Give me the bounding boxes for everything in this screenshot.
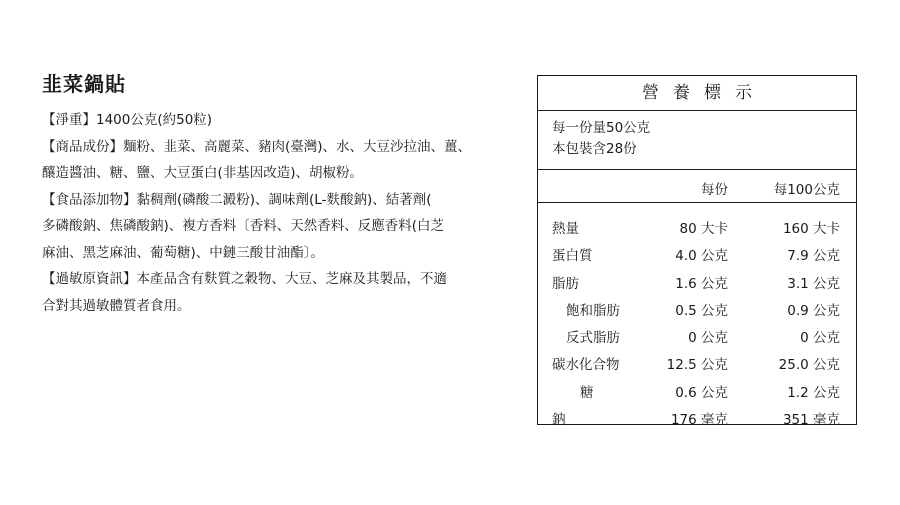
- serving-info: [538, 111, 856, 170]
- additives-line-3: 麻油、黑芝麻油、葡萄糖)、中鏈三酸甘油酯〕。: [42, 244, 325, 261]
- serving-size: 每一份量50公克: [552, 120, 651, 136]
- nutrient-per-100g: 351 毫克: [782, 412, 840, 429]
- allergen-line-2: 合對其過敏體質者食用。: [42, 297, 191, 314]
- nutrient-name: 鈉: [552, 412, 566, 429]
- nutrition-row-carbohydrate: [538, 350, 856, 377]
- nutrition-rows: [538, 203, 856, 432]
- product-info: [42, 68, 512, 319]
- allergen-line-1: 【過敏原資訊】本產品含有麩質之穀物、大豆、芝麻及其製品，不適: [42, 271, 447, 287]
- nutrient-name: 熱量: [552, 221, 579, 237]
- nutrition-row-protein: [538, 241, 856, 268]
- nutrition-row-sodium: [538, 405, 856, 432]
- nutrient-name: 蛋白質: [552, 248, 593, 265]
- nutrient-per-serving: 12.5 公克: [666, 357, 728, 374]
- nutrient-per-100g: 25.0 公克: [778, 357, 840, 374]
- nutrient-per-100g: 160 大卡: [782, 221, 840, 237]
- nutrient-per-serving: 176 毫克: [670, 412, 728, 429]
- nutrient-name: 糖: [580, 384, 594, 401]
- net-weight-line: 【淨重】1400公克(約50粒): [42, 112, 213, 128]
- nutrition-row-saturated-fat: [538, 296, 856, 323]
- nutrition-row-trans-fat: [538, 323, 856, 350]
- nutrient-name: 脂肪: [552, 275, 579, 292]
- nutrition-header-row: [538, 170, 856, 203]
- additives-line-1: 【食品添加物】黏稠劑(磷酸二澱粉)、調味劑(L-麩酸鈉)、結著劑(: [42, 191, 432, 208]
- nutrition-label: [537, 75, 857, 429]
- nutrient-per-serving: 4.0 公克: [675, 248, 728, 265]
- nutrient-per-serving: 0.5 公克: [675, 302, 728, 319]
- nutrition-row-energy: [538, 214, 856, 241]
- nutrient-name: 飽和脂肪: [566, 302, 620, 319]
- col-per-serving-header: 每份: [701, 182, 728, 198]
- nutrition-row-fat: [538, 269, 856, 296]
- nutrient-name: 反式脂肪: [566, 330, 620, 347]
- nutrient-per-100g: 7.9 公克: [787, 248, 840, 265]
- nutrient-per-100g: 0.9 公克: [787, 302, 840, 319]
- servings-per-pack: 本包裝含28份: [552, 141, 637, 157]
- nutrient-per-serving: 1.6 公克: [675, 275, 728, 292]
- additives-line-2: 多磷酸鈉、焦磷酸鈉)、複方香料〔香料、天然香料、反應香料(白芝: [42, 218, 445, 234]
- nutrient-per-serving: 0.6 公克: [675, 384, 728, 401]
- nutrient-per-100g: 3.1 公克: [787, 275, 840, 292]
- ingredients-line-1: 【商品成份】麵粉、韭菜、高麗菜、豬肉(臺灣)、水、大豆沙拉油、薑、: [42, 138, 472, 155]
- nutrient-per-100g: 0 公克: [800, 330, 840, 347]
- nutrition-label-title: 營養標示: [538, 76, 856, 111]
- nutrient-per-serving: 80 大卡: [679, 221, 728, 237]
- nutrient-name: 碳水化合物: [552, 357, 620, 374]
- nutrient-per-100g: 1.2 公克: [787, 384, 840, 401]
- product-title: 韭菜鍋貼: [42, 72, 126, 96]
- nutrition-row-sugar: [538, 378, 856, 405]
- nutrient-per-serving: 0 公克: [688, 330, 728, 347]
- ingredients-line-2: 釀造醬油、糖、鹽、大豆蛋白(非基因改造)、胡椒粉。: [42, 165, 364, 181]
- col-per-100g-header: 每100公克: [773, 182, 840, 198]
